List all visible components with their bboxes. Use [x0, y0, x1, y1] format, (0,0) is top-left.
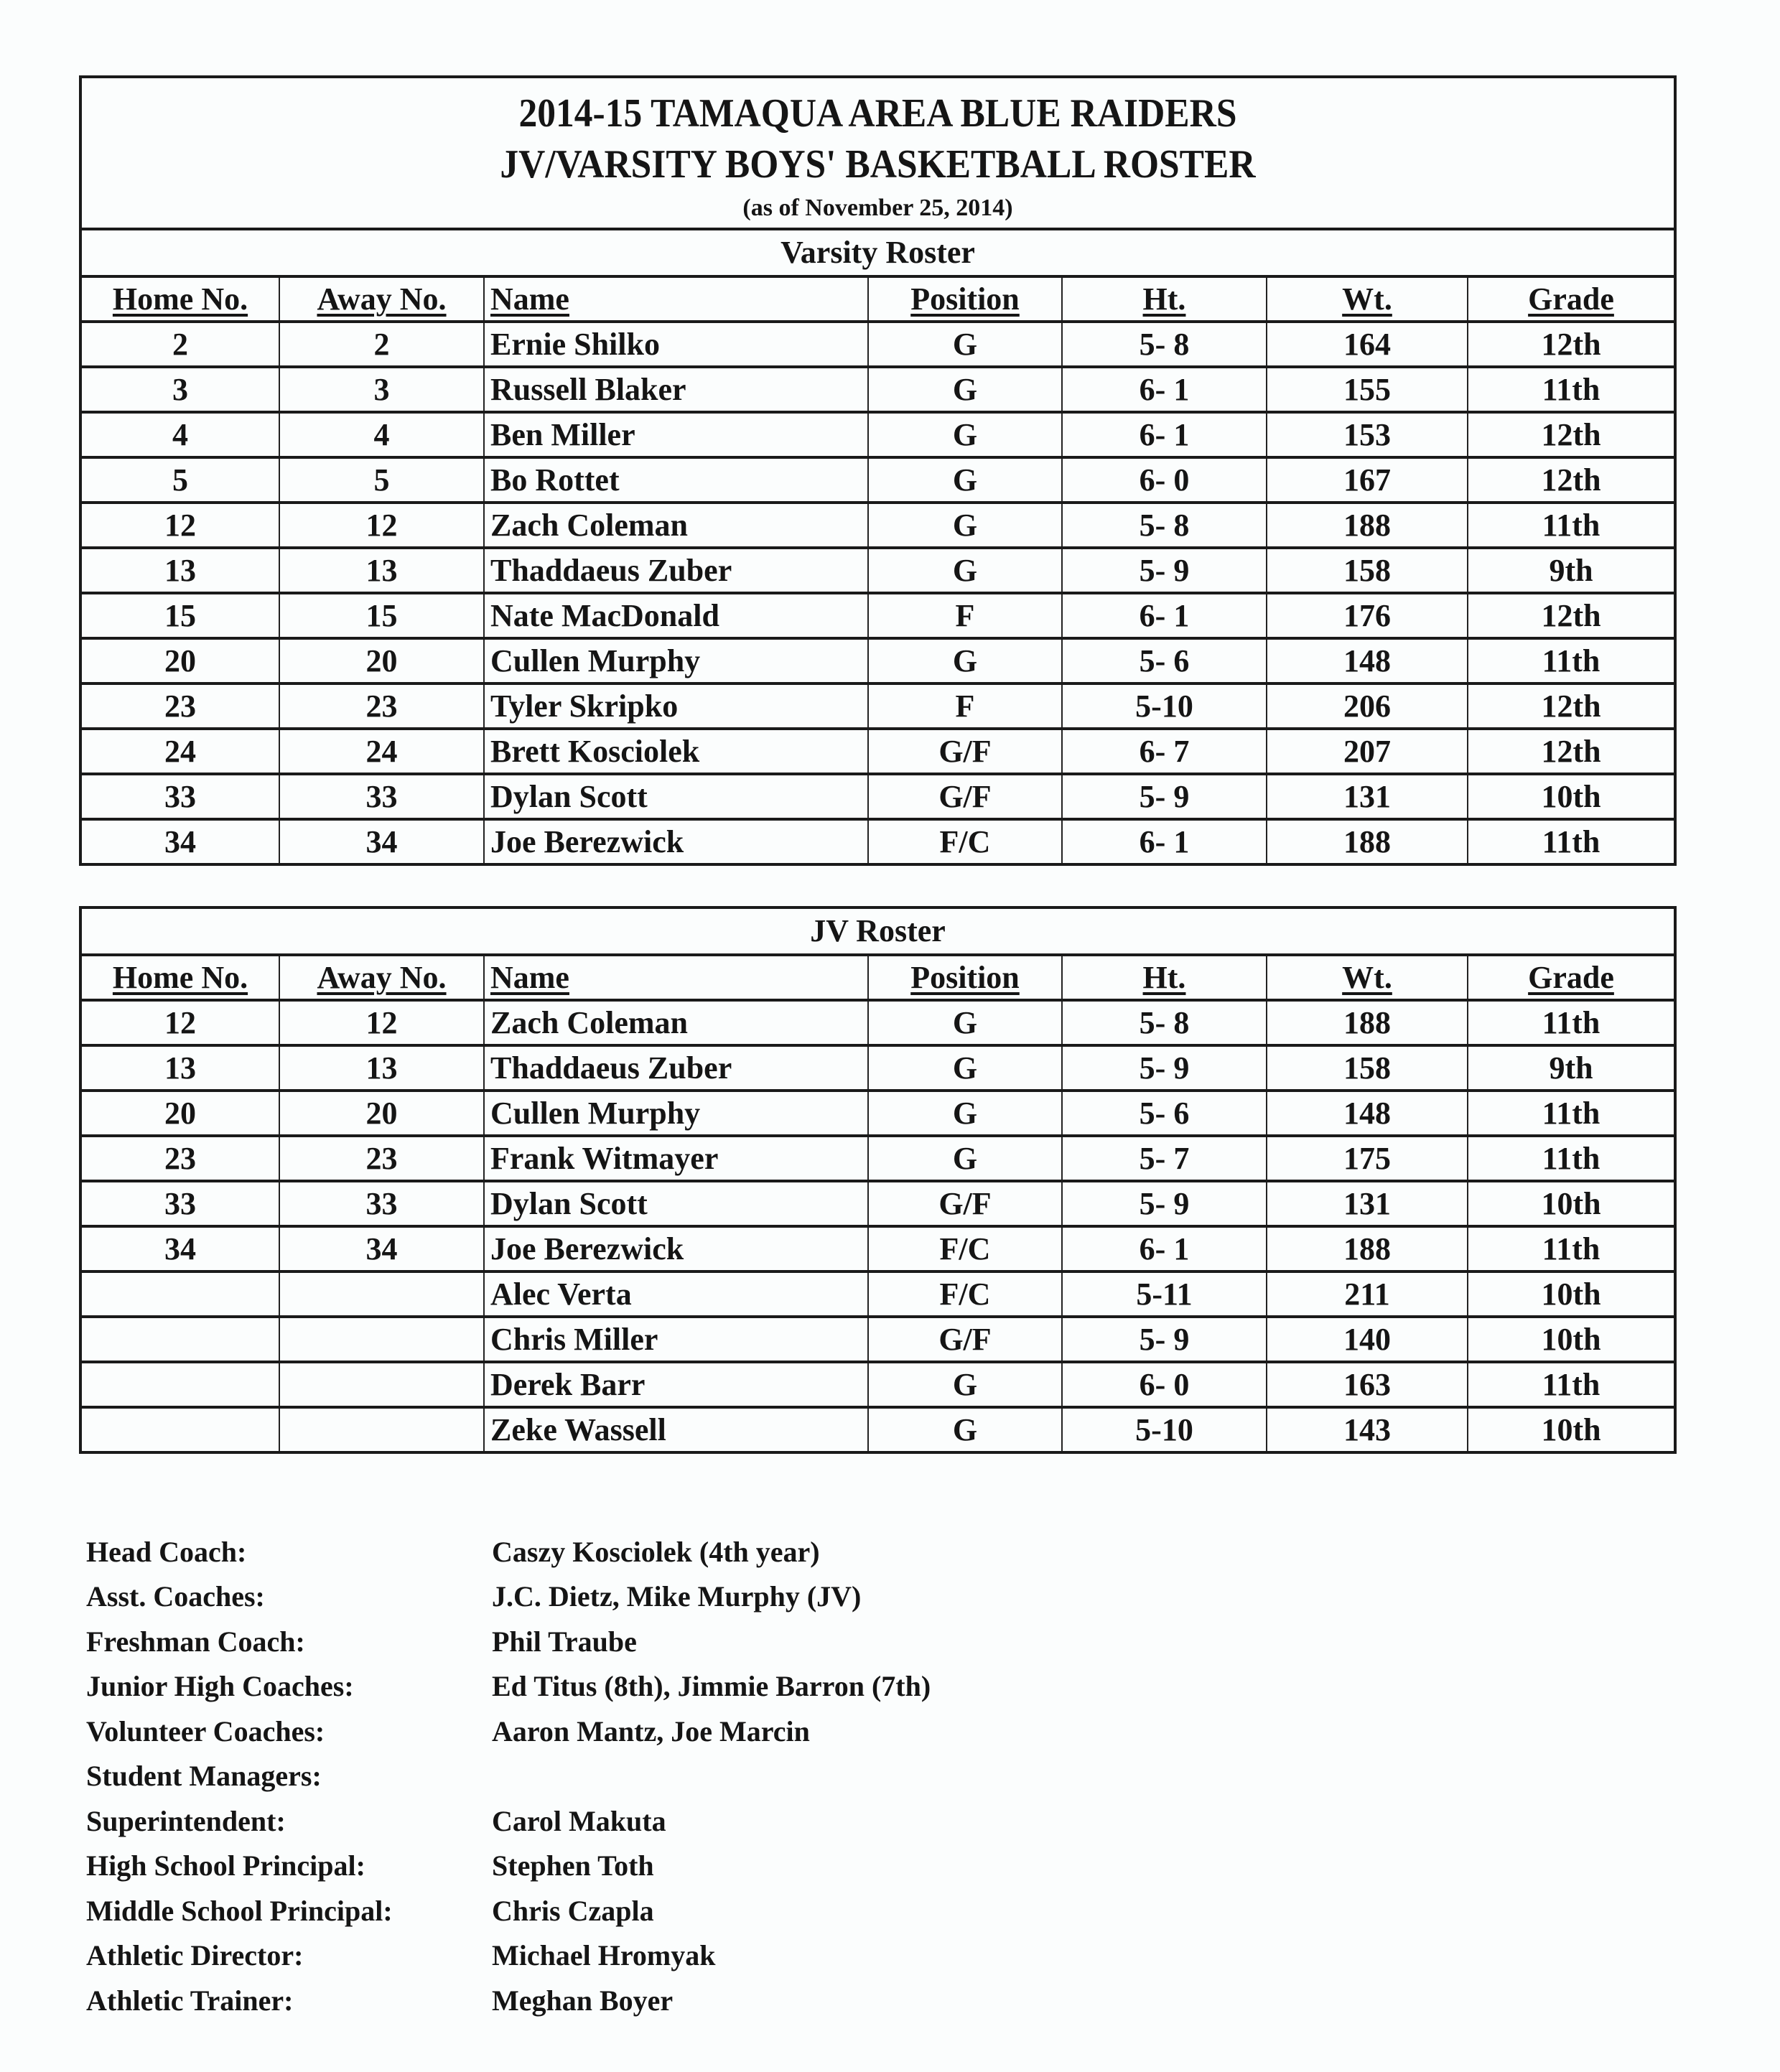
staff-row	[86, 1574, 931, 1620]
height-cell: 5- 9	[1062, 1317, 1267, 1362]
table-row	[82, 1045, 1674, 1091]
staff-row	[86, 1529, 931, 1574]
table-row	[82, 367, 1674, 412]
away-no-cell: 12	[279, 503, 484, 548]
weight-cell: 188	[1267, 1226, 1468, 1271]
header-weight: Wt.	[1267, 278, 1468, 322]
staff-role-label: Asst. Coaches:	[86, 1580, 265, 1613]
home-no-cell	[82, 1362, 279, 1407]
table-row	[82, 1271, 1674, 1317]
table-row	[82, 1362, 1674, 1407]
player-name-cell: Tyler Skripko	[484, 683, 868, 729]
grade-cell: 12th	[1468, 593, 1674, 638]
height-cell: 5- 9	[1062, 548, 1267, 593]
weight-cell: 188	[1267, 503, 1468, 548]
position-cell: G	[868, 1362, 1062, 1407]
height-cell: 5-11	[1062, 1271, 1267, 1317]
table-row	[82, 457, 1674, 503]
home-no-cell: 33	[82, 774, 279, 819]
document-header	[82, 78, 1674, 230]
grade-cell: 11th	[1542, 824, 1600, 859]
table-row	[82, 322, 1674, 367]
jv-header-row	[82, 956, 1674, 1000]
staff-person-name: Stephen Toth	[492, 1849, 654, 1882]
table-row	[82, 1091, 1674, 1136]
header-grade: Grade	[1468, 278, 1674, 322]
position-cell: G	[868, 1000, 1062, 1045]
weight-cell: 163	[1267, 1362, 1468, 1407]
position-cell: F	[868, 683, 1062, 729]
home-no-cell: 12	[82, 1000, 279, 1045]
table-row	[82, 503, 1674, 548]
table-row	[82, 774, 1674, 819]
away-no-cell: 23	[279, 683, 484, 729]
header-weight: Wt.	[1267, 956, 1468, 1000]
grade-cell: 12th	[1468, 322, 1674, 367]
home-no-cell: 15	[82, 593, 279, 638]
staff-person-name: Chris Czapla	[492, 1894, 654, 1927]
home-no-cell: 24	[82, 729, 279, 774]
varsity-roster-table	[82, 278, 1674, 863]
player-name-cell: Cullen Murphy	[484, 638, 868, 683]
table-row	[82, 1226, 1674, 1271]
weight-cell: 158	[1267, 548, 1468, 593]
staff-person-name: Ed Titus (8th), Jimmie Barron (7th)	[492, 1670, 931, 1703]
header-position: Position	[868, 956, 1062, 1000]
weight-cell: 148	[1267, 1091, 1468, 1136]
away-no-cell: 13	[279, 548, 484, 593]
jv-roster-box	[79, 906, 1677, 1454]
player-name-cell: Ernie Shilko	[484, 322, 868, 367]
staff-row	[86, 1664, 931, 1709]
header-name: Name	[484, 278, 868, 322]
table-row	[82, 1000, 1674, 1045]
grade-cell: 11th	[1468, 1226, 1674, 1271]
staff-role-label: Head Coach:	[86, 1535, 247, 1568]
player-name-cell: Frank Witmayer	[484, 1136, 868, 1181]
height-cell: 5- 8	[1062, 1000, 1267, 1045]
staff-person-name: Meghan Boyer	[492, 1984, 674, 2017]
weight-cell: 175	[1267, 1136, 1468, 1181]
home-no-cell: 13	[82, 548, 279, 593]
grade-cell: 11th	[1468, 367, 1674, 412]
position-cell: G	[868, 367, 1062, 412]
staff-person-name: Michael Hromyak	[492, 1939, 716, 1972]
height-cell: 6- 1	[1062, 593, 1267, 638]
staff-role-label: High School Principal:	[86, 1849, 365, 1882]
away-no-cell	[279, 1317, 484, 1362]
away-no-cell: 12	[279, 1000, 484, 1045]
header-home-no: Home No.	[82, 278, 279, 322]
position-cell: G/F	[868, 1317, 1062, 1362]
away-no-cell: 20	[279, 638, 484, 683]
away-no-cell: 33	[279, 774, 484, 819]
grade-cell: 11th	[1468, 503, 1674, 548]
away-no-cell	[279, 1271, 484, 1317]
player-name-cell: Dylan Scott	[484, 1181, 868, 1226]
header-grade: Grade	[1468, 956, 1674, 1000]
position-cell: G	[868, 412, 1062, 457]
height-cell: 5- 8	[1062, 503, 1267, 548]
away-no-cell	[279, 1407, 484, 1451]
home-no-cell: 3	[82, 367, 279, 412]
grade-cell: 10th	[1468, 1181, 1674, 1226]
home-no-cell: 20	[82, 1091, 279, 1136]
away-no-cell: 34	[279, 819, 484, 863]
home-no-cell	[82, 1407, 279, 1451]
player-name-cell: Joe Berezwick	[484, 819, 868, 863]
staff-person-name: Carol Makuta	[492, 1804, 666, 1837]
weight-cell: 153	[1267, 412, 1468, 457]
staff-row	[86, 1888, 931, 1933]
position-cell: G	[868, 1136, 1062, 1181]
staff-person-name: Phil Traube	[492, 1625, 637, 1658]
table-row	[82, 729, 1674, 774]
height-cell: 6- 0	[1062, 1362, 1267, 1407]
staff-role-label: Athletic Trainer:	[86, 1984, 294, 2017]
weight-cell: 140	[1267, 1317, 1468, 1362]
grade-cell: 9th	[1468, 1045, 1674, 1091]
table-row	[82, 638, 1674, 683]
home-no-cell: 4	[82, 412, 279, 457]
position-cell: F/C	[868, 819, 1062, 863]
away-no-cell: 4	[279, 412, 484, 457]
document-title: 2014-15 TAMAQUA AREA BLUE RAIDERS	[518, 91, 1237, 136]
position-cell: G	[868, 1091, 1062, 1136]
away-no-cell: 3	[279, 367, 484, 412]
player-name-cell: Thaddaeus Zuber	[484, 548, 868, 593]
grade-cell: 9th	[1468, 548, 1674, 593]
player-name-cell: Alec Verta	[484, 1271, 868, 1317]
position-cell: F/C	[868, 1271, 1062, 1317]
away-no-cell: 34	[279, 1226, 484, 1271]
staff-role-label: Junior High Coaches:	[86, 1670, 354, 1703]
position-cell: G/F	[868, 774, 1062, 819]
header-away-no: Away No.	[279, 956, 484, 1000]
away-no-cell: 20	[279, 1091, 484, 1136]
player-name-cell: Zach Coleman	[484, 1000, 868, 1045]
home-no-cell: 5	[82, 457, 279, 503]
table-row	[82, 819, 1674, 863]
position-cell: G/F	[868, 729, 1062, 774]
varsity-rows	[82, 322, 1674, 863]
staff-role-label: Student Managers:	[86, 1760, 322, 1793]
staff-row	[86, 1933, 931, 1979]
weight-cell: 176	[1267, 593, 1468, 638]
jv-rows	[82, 1000, 1674, 1451]
weight-cell: 207	[1267, 729, 1468, 774]
player-name-cell: Bo Rottet	[484, 457, 868, 503]
player-name-cell: Joe Berezwick	[484, 1226, 868, 1271]
staff-list	[86, 1529, 931, 2023]
staff-row	[86, 1798, 931, 1844]
height-cell: 5- 6	[1062, 1091, 1267, 1136]
away-no-cell: 5	[279, 457, 484, 503]
away-no-cell: 2	[279, 322, 484, 367]
player-name-cell: Cullen Murphy	[484, 1091, 868, 1136]
varsity-roster-box	[79, 75, 1677, 866]
grade-cell: 10th	[1468, 1317, 1674, 1362]
home-no-cell: 23	[82, 683, 279, 729]
home-no-cell: 33	[82, 1181, 279, 1226]
weight-cell: 143	[1267, 1407, 1468, 1451]
grade-cell: 12th	[1468, 729, 1674, 774]
table-row	[82, 1317, 1674, 1362]
staff-role-label: Superintendent:	[86, 1804, 286, 1837]
height-cell: 5- 9	[1062, 1181, 1267, 1226]
home-no-cell: 34	[82, 1226, 279, 1271]
weight-cell: 155	[1267, 367, 1468, 412]
table-row	[82, 1407, 1674, 1451]
home-no-cell: 34	[82, 819, 279, 863]
staff-role-label: Freshman Coach:	[86, 1625, 305, 1658]
header-home-no: Home No.	[82, 956, 279, 1000]
grade-cell: 12th	[1468, 457, 1674, 503]
grade-cell: 10th	[1541, 1412, 1601, 1447]
player-name-cell: Derek Barr	[484, 1362, 868, 1407]
home-no-cell: 20	[82, 638, 279, 683]
weight-cell: 131	[1267, 774, 1468, 819]
grade-cell: 11th	[1468, 1362, 1674, 1407]
grade-cell: 10th	[1468, 774, 1674, 819]
away-no-cell: 33	[279, 1181, 484, 1226]
position-cell: G	[868, 1407, 1062, 1451]
staff-person-name: Aaron Mantz, Joe Marcin	[492, 1714, 810, 1747]
staff-role-label: Volunteer Coaches:	[86, 1714, 325, 1747]
weight-cell: 131	[1267, 1181, 1468, 1226]
position-cell: G/F	[868, 1181, 1062, 1226]
position-cell: F	[868, 593, 1062, 638]
home-no-cell: 23	[82, 1136, 279, 1181]
weight-cell: 211	[1267, 1271, 1468, 1317]
player-name-cell: Brett Kosciolek	[484, 729, 868, 774]
weight-cell: 188	[1267, 819, 1468, 863]
table-row	[82, 683, 1674, 729]
position-cell: G	[868, 638, 1062, 683]
away-no-cell: 23	[279, 1136, 484, 1181]
staff-row	[86, 1754, 931, 1799]
grade-cell: 10th	[1468, 1271, 1674, 1317]
position-cell: G	[868, 457, 1062, 503]
height-cell: 6- 1	[1062, 819, 1267, 863]
as-of-date: (as of November 25, 2014)	[742, 195, 1013, 221]
varsity-header-row	[82, 278, 1674, 322]
height-cell: 5-10	[1062, 1407, 1267, 1451]
header-name: Name	[484, 956, 868, 1000]
height-cell: 6- 1	[1062, 367, 1267, 412]
position-cell: F/C	[868, 1226, 1062, 1271]
player-name-cell: Nate MacDonald	[484, 593, 868, 638]
document-subtitle: JV/VARSITY BOYS' BASKETBALL ROSTER	[500, 142, 1256, 187]
jv-roster-title: JV Roster	[82, 909, 1674, 956]
staff-role-label: Athletic Director:	[86, 1939, 304, 1972]
player-name-cell: Zeke Wassell	[484, 1407, 868, 1451]
home-no-cell: 2	[82, 322, 279, 367]
home-no-cell: 12	[82, 503, 279, 548]
away-no-cell: 13	[279, 1045, 484, 1091]
staff-role-label: Middle School Principal:	[86, 1894, 393, 1927]
grade-cell: 11th	[1468, 1091, 1674, 1136]
table-row	[82, 412, 1674, 457]
height-cell: 5- 7	[1062, 1136, 1267, 1181]
position-cell: G	[868, 1045, 1062, 1091]
height-cell: 5- 8	[1062, 322, 1267, 367]
home-no-cell: 13	[82, 1045, 279, 1091]
staff-row	[86, 1619, 931, 1664]
staff-row	[86, 1844, 931, 1889]
home-no-cell	[82, 1317, 279, 1362]
weight-cell: 188	[1267, 1000, 1468, 1045]
home-no-cell	[82, 1271, 279, 1317]
height-cell: 6- 0	[1062, 457, 1267, 503]
player-name-cell: Chris Miller	[484, 1317, 868, 1362]
table-row	[82, 1181, 1674, 1226]
staff-person-name: J.C. Dietz, Mike Murphy (JV)	[492, 1580, 862, 1613]
position-cell: G	[868, 322, 1062, 367]
header-height: Ht.	[1062, 956, 1267, 1000]
header-away-no: Away No.	[279, 278, 484, 322]
grade-cell: 11th	[1468, 638, 1674, 683]
height-cell: 6- 1	[1062, 412, 1267, 457]
height-cell: 6- 7	[1062, 729, 1267, 774]
player-name-cell: Thaddaeus Zuber	[484, 1045, 868, 1091]
jv-roster-table	[82, 956, 1674, 1451]
height-cell: 5-10	[1062, 683, 1267, 729]
varsity-roster-title: Varsity Roster	[82, 230, 1674, 278]
weight-cell: 148	[1267, 638, 1468, 683]
staff-row	[86, 1978, 931, 2023]
position-cell: G	[868, 548, 1062, 593]
away-no-cell: 24	[279, 729, 484, 774]
weight-cell: 164	[1267, 322, 1468, 367]
header-height: Ht.	[1062, 278, 1267, 322]
grade-cell: 12th	[1468, 683, 1674, 729]
height-cell: 5- 6	[1062, 638, 1267, 683]
player-name-cell: Ben Miller	[484, 412, 868, 457]
table-row	[82, 593, 1674, 638]
height-cell: 5- 9	[1062, 1045, 1267, 1091]
grade-cell: 11th	[1468, 1000, 1674, 1045]
player-name-cell: Dylan Scott	[484, 774, 868, 819]
grade-cell: 11th	[1468, 1136, 1674, 1181]
position-cell: G	[868, 503, 1062, 548]
staff-person-name: Caszy Kosciolek (4th year)	[492, 1535, 820, 1568]
height-cell: 5- 9	[1062, 774, 1267, 819]
away-no-cell: 15	[279, 593, 484, 638]
table-row	[82, 1136, 1674, 1181]
table-row	[82, 548, 1674, 593]
player-name-cell: Russell Blaker	[484, 367, 868, 412]
away-no-cell	[279, 1362, 484, 1407]
weight-cell: 206	[1267, 683, 1468, 729]
weight-cell: 167	[1267, 457, 1468, 503]
header-position: Position	[868, 278, 1062, 322]
height-cell: 6- 1	[1062, 1226, 1267, 1271]
player-name-cell: Zach Coleman	[484, 503, 868, 548]
grade-cell: 12th	[1468, 412, 1674, 457]
weight-cell: 158	[1267, 1045, 1468, 1091]
staff-row	[86, 1709, 931, 1754]
